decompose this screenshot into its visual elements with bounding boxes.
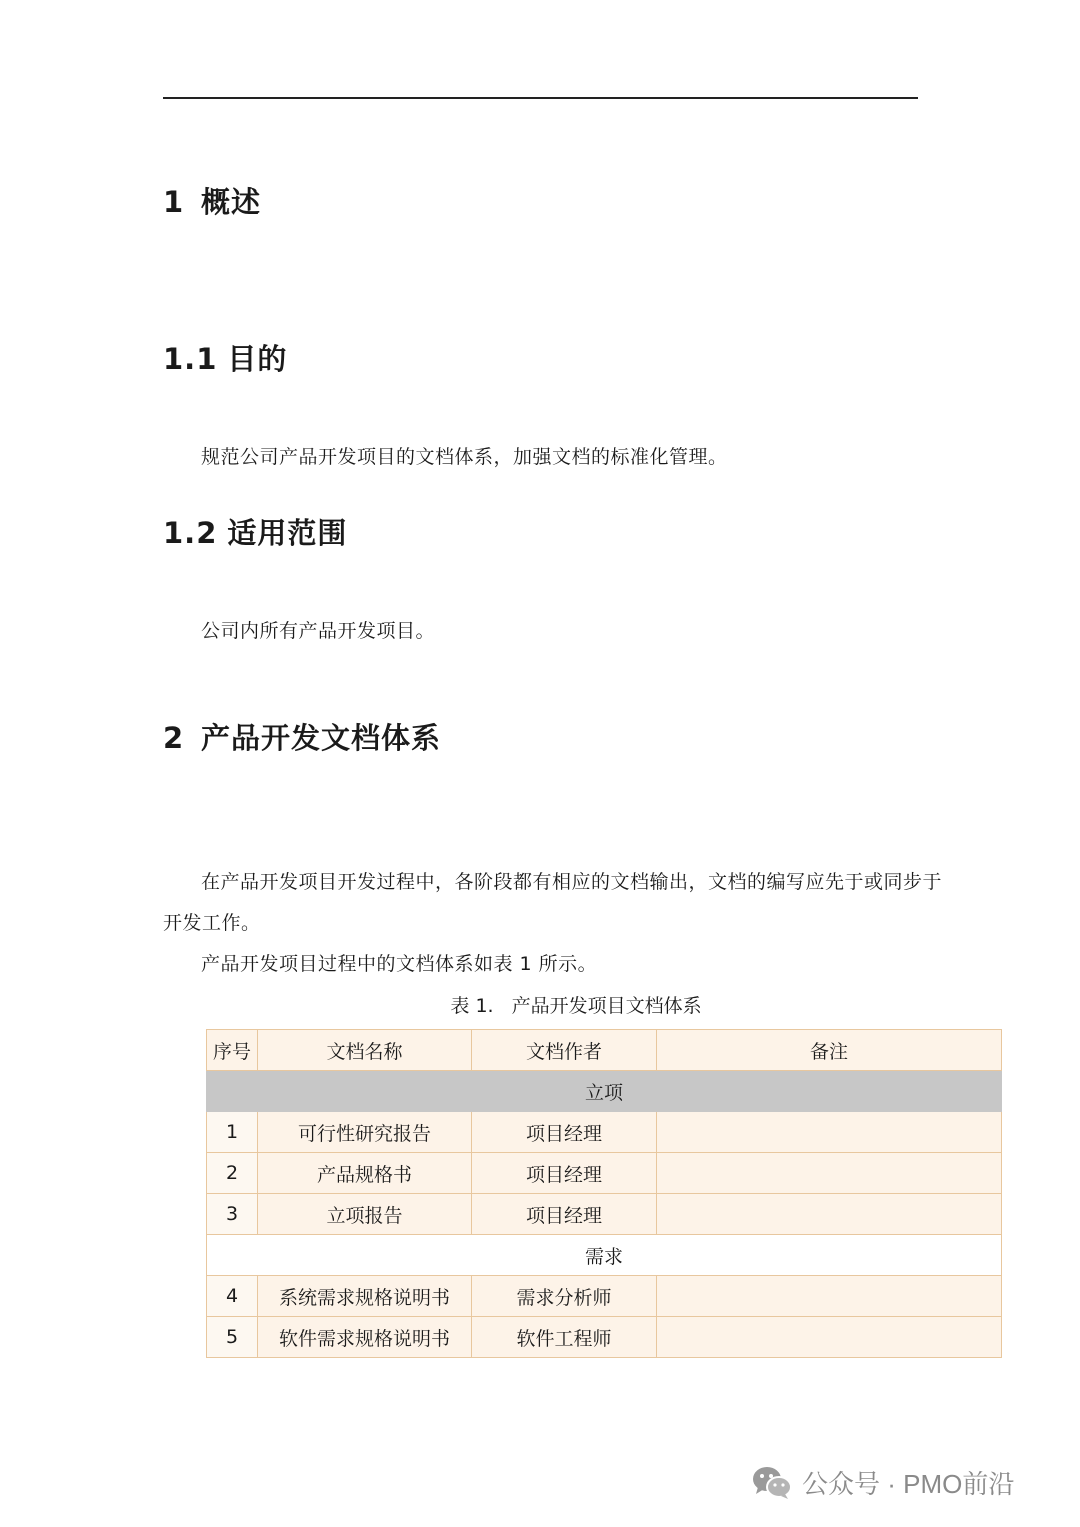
heading-number: 1 xyxy=(163,185,185,219)
cell-note xyxy=(657,1317,1002,1358)
phase-label: 需求 xyxy=(207,1235,1002,1276)
heading-title: 适用范围 xyxy=(227,516,348,550)
header-cell: 序号 xyxy=(207,1030,258,1071)
paragraph-table-ref: 产品开发项目过程中的文档体系如表 1 所示。 xyxy=(201,953,598,975)
cell-no: 4 xyxy=(207,1276,258,1317)
table-row xyxy=(207,1194,1002,1235)
heading-title: 概述 xyxy=(201,185,262,219)
heading-section-1-2 xyxy=(163,511,347,552)
table-row xyxy=(207,1317,1002,1358)
phase-row xyxy=(207,1071,1002,1112)
phase-label: 立项 xyxy=(207,1071,1002,1112)
paragraph-scope: 公司内所有产品开发项目。 xyxy=(201,620,436,642)
cell-note xyxy=(657,1194,1002,1235)
cell-author: 项目经理 xyxy=(472,1194,657,1235)
watermark-text: 公众号 · PMO前沿 xyxy=(802,1469,1015,1499)
cell-author: 项目经理 xyxy=(472,1153,657,1194)
table-header-row xyxy=(207,1030,1002,1071)
cell-no: 5 xyxy=(207,1317,258,1358)
header-cell: 文档名称 xyxy=(258,1030,472,1071)
header-rule xyxy=(163,97,918,99)
heading-title: 目的 xyxy=(227,342,288,376)
cell-author: 项目经理 xyxy=(472,1112,657,1153)
table-row xyxy=(207,1112,1002,1153)
cell-name: 可行性研究报告 xyxy=(258,1112,472,1153)
cell-name: 软件需求规格说明书 xyxy=(258,1317,472,1358)
heading-number: 2 xyxy=(163,721,185,755)
heading-title: 产品开发文档体系 xyxy=(201,721,442,755)
header-cell: 文档作者 xyxy=(472,1030,657,1071)
paragraph-process-line1: 在产品开发项目开发过程中，各阶段都有相应的文档输出，文档的编写应先于或同步于 xyxy=(201,871,943,893)
paragraph-process-line2: 开发工作。 xyxy=(163,912,261,934)
heading-number: 1.1 xyxy=(163,342,218,376)
heading-section-1-1 xyxy=(163,337,287,378)
cell-author: 需求分析师 xyxy=(472,1276,657,1317)
caption-title: 产品开发项目文档体系 xyxy=(511,995,702,1017)
heading-number: 1.2 xyxy=(163,516,218,550)
cell-name: 系统需求规格说明书 xyxy=(258,1276,472,1317)
cell-name: 产品规格书 xyxy=(258,1153,472,1194)
document-table xyxy=(206,1029,1002,1358)
header-cell: 备注 xyxy=(657,1030,1002,1071)
caption-label: 表 1. xyxy=(450,995,494,1017)
cell-no: 1 xyxy=(207,1112,258,1153)
cell-note xyxy=(657,1276,1002,1317)
phase-row xyxy=(207,1235,1002,1276)
table-row xyxy=(207,1276,1002,1317)
table-caption xyxy=(0,991,1080,1018)
cell-note xyxy=(657,1153,1002,1194)
cell-name: 立项报告 xyxy=(258,1194,472,1235)
cell-note xyxy=(657,1112,1002,1153)
heading-section-2 xyxy=(163,716,441,757)
cell-no: 3 xyxy=(207,1194,258,1235)
cell-author: 软件工程师 xyxy=(472,1317,657,1358)
paragraph-purpose: 规范公司产品开发项目的文档体系，加强文档的标准化管理。 xyxy=(201,446,728,468)
cell-no: 2 xyxy=(207,1153,258,1194)
watermark xyxy=(752,1464,1014,1501)
table-row xyxy=(207,1153,1002,1194)
heading-section-1 xyxy=(163,180,261,221)
wechat-icon xyxy=(752,1465,792,1501)
